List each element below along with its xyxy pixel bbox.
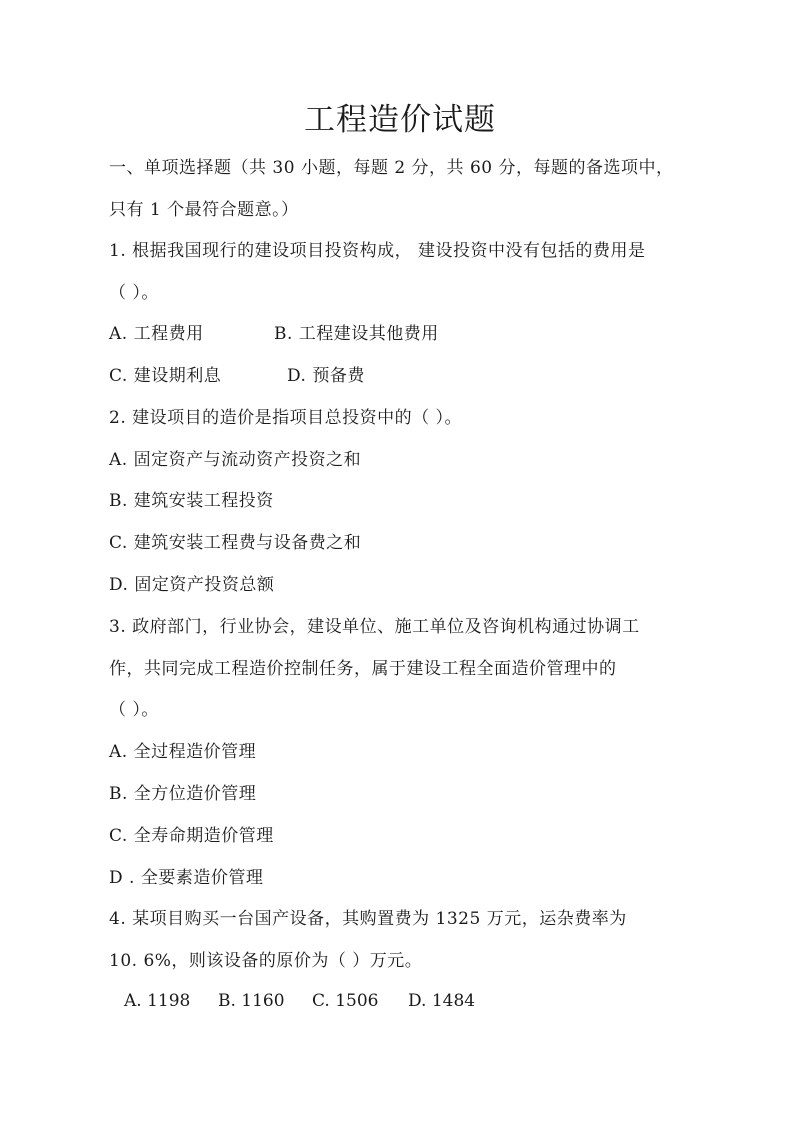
question-1-option-b: B. 工程建设其他费用 (274, 324, 439, 344)
section-header-line-1: 一、单项选择题（共 30 小题，每题 2 分，共 60 分，每题的备选项中， (109, 158, 674, 178)
question-3-option-c: C. 全寿命期造价管理 (109, 826, 274, 846)
question-2-option-b: B. 建筑安装工程投资 (109, 491, 274, 511)
question-3-option-a: A. 全过程造价管理 (109, 742, 257, 762)
question-3-stem-line-1: 3. 政府部门，行业协会，建设单位、施工单位及咨询机构通过协调工 (109, 617, 640, 637)
question-2-option-d: D. 固定资产投资总额 (109, 575, 275, 595)
question-4-stem-line-1: 4. 某项目购买一台国产设备，其购置费为 1325 万元，运杂费率为 (109, 909, 627, 929)
question-1-stem-line-2: （ ）。 (109, 283, 159, 303)
question-1-option-d: D. 预备费 (287, 366, 365, 386)
question-2-option-a: A. 固定资产与流动资产投资之和 (109, 450, 362, 470)
question-1-options-row-1 (109, 322, 439, 346)
question-4-stem-line-2: 10. 6%，则该设备的原价为（ ）万元。 (109, 951, 423, 971)
question-4-option-a: A. 1198 (124, 991, 191, 1011)
question-2-option-c: C. 建筑安装工程费与设备费之和 (109, 533, 362, 553)
question-3-stem-line-2: 作，共同完成工程造价控制任务，属于建设工程全面造价管理中的 (109, 659, 617, 679)
question-1-option-a: A. 工程费用 (109, 324, 204, 344)
question-4-option-c: C. 1506 (312, 991, 379, 1011)
question-4-option-b: B. 1160 (218, 991, 285, 1011)
question-2-stem-line-1: 2. 建设项目的造价是指项目总投资中的（ ）。 (109, 408, 463, 428)
question-3-stem-line-3: （ ）。 (109, 700, 159, 720)
question-4-option-d: D. 1484 (408, 991, 476, 1011)
question-1-option-c: C. 建设期利息 (109, 366, 222, 386)
page-title: 工程造价试题 (304, 102, 496, 138)
section-header-line-2: 只有 1 个最符合题意。） (109, 200, 299, 220)
question-3-option-b: B. 全方位造价管理 (109, 784, 257, 804)
question-3-option-d: D . 全要素造价管理 (109, 868, 264, 888)
question-1-options-row-2 (109, 364, 365, 388)
question-1-stem-line-1: 1. 根据我国现行的建设项目投资构成， 建设投资中没有包括的费用是 (109, 241, 646, 261)
